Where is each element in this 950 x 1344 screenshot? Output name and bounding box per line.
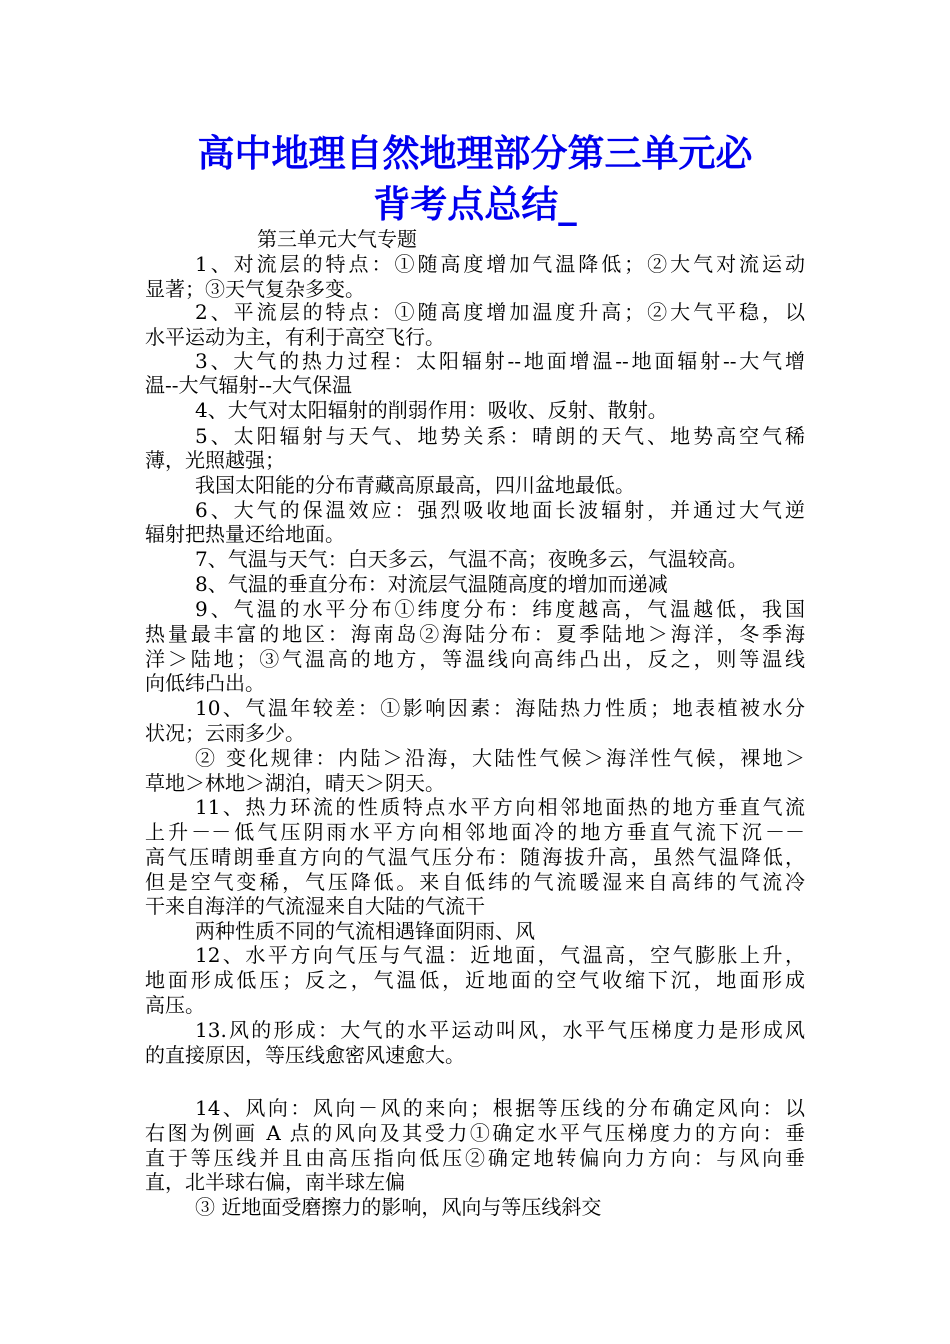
text-line: 4、大气对太阳辐射的削弱作用：吸收、反射、散射。 bbox=[195, 398, 668, 422]
text-line: 向低纬凸出。 bbox=[145, 671, 265, 695]
text-line: 辐射把热量还给地面。 bbox=[145, 522, 345, 546]
text-line: ③ 近地面受磨擦力的影响，风向与等压线斜交 bbox=[195, 1195, 602, 1219]
section-heading: 第三单元大气专题 bbox=[257, 227, 417, 251]
text-line: 10、气温年较差：①影响因素：海陆热力性质；地表植被水分 bbox=[195, 696, 805, 720]
text-line: 两种性质不同的气流相遇锋面阴雨、风 bbox=[195, 919, 535, 943]
text-line: 薄，光照越强； bbox=[145, 448, 285, 472]
text-line: 12、水平方向气压与气温：近地面，气温高，空气膨胀上升， bbox=[195, 943, 805, 967]
text-line: 9、气温的水平分布①纬度分布：纬度越高，气温越低，我国 bbox=[195, 597, 805, 621]
text-line: 热量最丰富的地区：海南岛②海陆分布：夏季陆地＞海洋，冬季海 bbox=[145, 622, 805, 646]
text-line: 6、大气的保温效应：强烈吸收地面长波辐射，并通过大气逆 bbox=[195, 498, 805, 522]
text-line: 地面形成低压；反之，气温低，近地面的空气收缩下沉，地面形成 bbox=[145, 968, 805, 992]
text-line: 显著；③天气复杂多变。 bbox=[145, 277, 365, 301]
text-line: 水平运动为主，有利于高空飞行。 bbox=[145, 325, 445, 349]
text-line: 11、热力环流的性质特点水平方向相邻地面热的地方垂直气流 bbox=[195, 795, 805, 819]
text-line: 的直接原因，等压线愈密风速愈大。 bbox=[145, 1043, 465, 1067]
text-line: 高压。 bbox=[145, 993, 205, 1017]
text-line: 干来自海洋的气流湿来自大陆的气流干 bbox=[145, 894, 485, 918]
text-line: 2、平流层的特点：①随高度增加温度升高；②大气平稳，以 bbox=[195, 300, 805, 324]
text-line: 5、太阳辐射与天气、地势关系：晴朗的天气、地势高空气稀 bbox=[195, 424, 805, 448]
text-line: 右图为例画 A 点的风向及其受力①确定水平气压梯度力的方向：垂 bbox=[145, 1121, 805, 1145]
text-line: 3、大气的热力过程：太阳辐射--地面增温--地面辐射--大气增 bbox=[195, 349, 805, 373]
text-line: 8、气温的垂直分布：对流层气温随高度的增加而递减 bbox=[195, 572, 668, 596]
text-line: 我国太阳能的分布青藏高原最高，四川盆地最低。 bbox=[195, 473, 635, 497]
text-line: 温--大气辐射--大气保温 bbox=[145, 373, 353, 397]
text-line: 1、对流层的特点：①随高度增加气温降低；②大气对流运动 bbox=[195, 252, 805, 276]
text-line: 直于等压线并且由高压指向低压②确定地转偏向力方向：与风向垂 bbox=[145, 1146, 805, 1170]
text-line: 洋＞陆地；③气温高的地方，等温线向高纬凸出，反之，则等温线 bbox=[145, 647, 805, 671]
text-line: 直，北半球右偏，南半球左偏 bbox=[145, 1170, 405, 1194]
text-line: 草地＞林地＞湖泊，晴天＞阴天。 bbox=[145, 771, 445, 795]
text-line: 上升－－低气压阴雨水平方向相邻地面冷的地方垂直气流下沉－－ bbox=[145, 820, 805, 844]
text-line: 状况；云雨多少。 bbox=[145, 721, 305, 745]
document-title-line-1: 高中地理自然地理部分第三单元必 bbox=[197, 132, 753, 175]
text-line: 13.风的形成：大气的水平运动叫风，水平气压梯度力是形成风 bbox=[195, 1018, 805, 1042]
text-line: ② 变化规律：内陆＞沿海，大陆性气候＞海洋性气候，裸地＞ bbox=[195, 746, 805, 770]
document-title-line-2: 背考点总结_ bbox=[373, 183, 577, 226]
text-line: 高气压晴朗垂直方向的气温气压分布：随海拔升高，虽然气温降低， bbox=[145, 845, 805, 869]
text-line: 7、气温与天气：白天多云，气温不高；夜晚多云，气温较高。 bbox=[195, 547, 748, 571]
text-line: 14、风向：风向－风的来向；根据等压线的分布确定风向：以 bbox=[195, 1096, 805, 1120]
text-line: 但是空气变稀，气压降低。来自低纬的气流暖湿来自高纬的气流冷 bbox=[145, 870, 805, 894]
